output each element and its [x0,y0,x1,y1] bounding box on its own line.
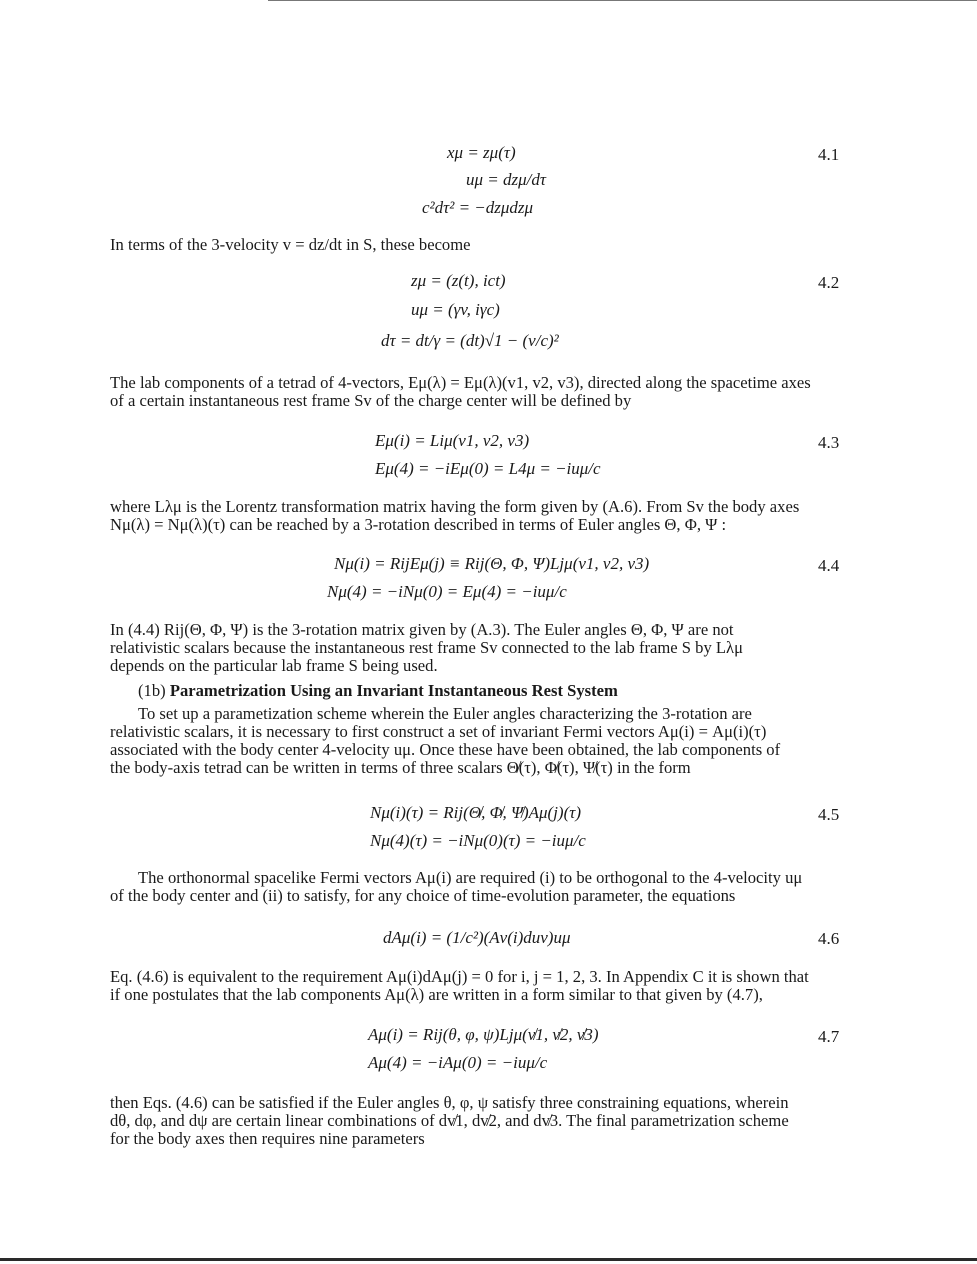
text-line: where Lλμ is the Lorentz transformation matrix having the form given by (A.6). From Sv the body axes [110,497,800,516]
equation-4-5-line-1: Nμ(i)(τ) = Rij(Θ̸, Φ̸, Ψ̸)Aμ(j)(τ) [370,803,581,822]
text-line: then Eqs. (4.6) can be satisfied if the Euler angles θ, φ, ψ satisfy three constraining equations, wherein [110,1093,789,1112]
equation-number-4-7: 4.7 [818,1027,840,1046]
equation-number-4-3: 4.3 [818,433,840,452]
scan-top-edge [268,0,977,1]
equation-4-3-line-1: Eμ(i) = Liμ(v1, v2, v3) [375,431,530,450]
text-line: depends on the particular lab frame S being used. [110,656,438,675]
text-line: The orthonormal spacelike Fermi vectors Aμ(i) are required (i) to be orthogonal to the 4-velocity uμ [138,868,803,887]
text-line: the body-axis tetrad can be written in terms of three scalars Θ̸(τ), Φ̸(τ), Ψ̸(τ) in the form [110,758,691,777]
equation-4-2-line-3: dτ = dt/γ = (dt)√1 − (v/c)² [381,331,559,350]
equation-4-2-line-1: zμ = (z(t), ict) [411,271,506,290]
text-line: To set up a parametization scheme wherein the Euler angles characterizing the 3-rotation are [138,704,752,723]
text-line: relativistic scalars, it is necessary to first construct a set of invariant Fermi vectors Aμ(i) = Aμ(i)(τ) [110,722,767,741]
equation-number-4-6: 4.6 [818,929,840,948]
equation-number-4-5: 4.5 [818,805,840,824]
equation-number-4-4: 4.4 [818,556,840,575]
text-line: of the body center and (ii) to satisfy, for any choice of time-evolution parameter, the equations [110,886,736,905]
equation-number-4-2: 4.2 [818,273,840,292]
paragraph-orthonormal [110,869,858,905]
text-line: Nμ(λ) = Nμ(λ)(τ) can be reached by a 3-rotation described in terms of Euler angles Θ, Φ, Ψ : [110,515,727,534]
equation-4-4-line-1: Nμ(i) = RijEμ(j) ≡ Rij(Θ, Φ, Ψ)Ljμ(v1, v2, v3) [334,554,650,573]
section-heading-1b [138,682,858,700]
text-line: In terms of the 3-velocity v = dz/dt in S, these become [110,235,471,254]
text-line: of a certain instantaneous rest frame Sv of the charge center will be defined by [110,391,632,410]
section-title: Parametrization Using an Invariant Instantaneous Rest System [169,681,618,700]
paragraph-constraints [110,1094,858,1148]
equation-4-3-line-2: Eμ(4) = −iEμ(0) = L4μ = −iuμ/c [375,459,601,478]
equation-4-7-line-1: Aμ(i) = Rij(θ, φ, ψ)Ljμ(v̸1, v̸2, v̸3) [368,1025,599,1044]
equation-4-1-line-3: c²dτ² = −dzμdzμ [422,198,534,217]
paragraph-velocity-intro [110,236,858,254]
equation-4-1-line-1: xμ = zμ(τ) [447,143,516,162]
text-line: The lab components of a tetrad of 4-vectors, Eμ(λ) = Eμ(λ)(v1, v2, v3), directed along the spacetime axes [110,373,811,392]
text-line: for the body axes then requires nine parameters [110,1129,425,1148]
paragraph-tetrad [110,374,858,410]
text-line: relativistic scalars because the instantaneous rest frame Sv connected to the lab frame S by Lλμ [110,638,743,657]
equation-4-7-line-2: Aμ(4) = −iAμ(0) = −iuμ/c [368,1053,548,1072]
equation-4-4-line-2: Nμ(4) = −iNμ(0) = Eμ(4) = −iuμ/c [327,582,567,601]
paragraph-requirement [110,968,858,1004]
scan-bottom-edge [0,1258,977,1261]
text-line: associated with the body center 4-velocity uμ. Once these have been obtained, the lab components of [110,740,781,759]
equation-4-1-line-2: uμ = dzμ/dτ [466,170,546,189]
paragraph-euler-angles [110,621,858,675]
equation-4-2-line-2: uμ = (γv, iγc) [411,300,500,319]
text-line: if one postulates that the lab components Aμ(λ) are written in a form similar to that given by (4.7), [110,985,763,1004]
paragraph-lorentz [110,498,858,534]
paragraph-invariant-fermi [110,705,858,777]
section-number: (1b) [138,681,166,700]
text-line: dθ, dφ, and dψ are certain linear combinations of dv̸1, dv̸2, and dv̸3. The final parametrization scheme [110,1111,789,1130]
text-line: In (4.4) Rij(Θ, Φ, Ψ) is the 3-rotation matrix given by (A.3). The Euler angles Θ, Φ, Ψ are not [110,620,734,639]
equation-number-4-1: 4.1 [818,145,840,164]
equation-4-5-line-2: Nμ(4)(τ) = −iNμ(0)(τ) = −iuμ/c [370,831,586,850]
text-line: Eq. (4.6) is equivalent to the requirement Aμ(i)dAμ(j) = 0 for i, j = 1, 2, 3. In Appendix C it is shown that [110,967,809,986]
equation-4-6: dAμ(i) = (1/c²)(Aν(i)duν)uμ [383,928,571,947]
